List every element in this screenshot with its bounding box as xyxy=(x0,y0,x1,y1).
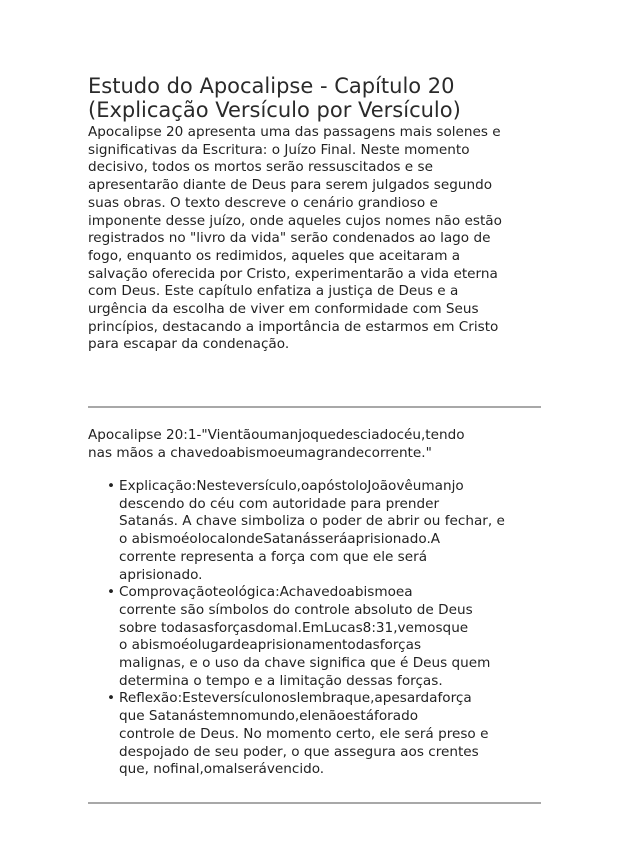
intro-line: registrados no "livro da vida" serão condenados ao lago de xyxy=(88,230,491,247)
bullet-marker: • xyxy=(107,478,116,494)
list-item-line: malignas, e o uso da chave significa que é Deus quem xyxy=(119,655,491,672)
page-title xyxy=(88,74,558,122)
list-item-line: corrente são símbolos do controle absoluto de Deus xyxy=(119,601,473,618)
intro-line: suas obras. O texto descreve o cenário grandioso e xyxy=(88,194,438,211)
list-item-text xyxy=(119,584,552,690)
bullet-marker: • xyxy=(107,690,116,707)
title-line: (Explicação Versículo por Versículo) xyxy=(88,98,461,122)
list-item-comprovacao xyxy=(107,584,552,690)
bullet-marker: • xyxy=(107,584,116,601)
verse-heading xyxy=(88,427,548,462)
intro-line: para escapar da condenação. xyxy=(88,336,290,353)
commentary-list xyxy=(107,478,552,779)
intro-paragraph xyxy=(88,124,548,354)
intro-line: com Deus. Este capítulo enfatiza a justiça de Deus e a xyxy=(88,283,459,300)
list-item-line: Comprovaçãoteológica:Achavedoabismoea xyxy=(119,584,413,601)
list-item-line: Reflexão:Esteversículonoslembraque,apesardaforça xyxy=(119,690,472,707)
verse-line: Apocalipse 20:1-"Vientãoumanjoquedesciadocéu,tendo xyxy=(88,427,465,443)
intro-line: fogo, enquanto os redimidos, aqueles que aceitaram a xyxy=(88,247,461,264)
intro-line: imponente desse juízo, onde aqueles cujos nomes não estão xyxy=(88,212,502,229)
intro-line: apresentarão diante de Deus para serem julgados segundo xyxy=(88,177,493,194)
list-item-reflexao xyxy=(107,690,552,779)
section-divider xyxy=(88,802,541,804)
list-item-line: aprisionado. xyxy=(119,566,203,583)
list-item-line: que, nofinal,omalserávencido. xyxy=(119,761,325,778)
intro-line: decisivo, todos os mortos serão ressuscitados e se xyxy=(88,159,433,176)
list-item-text xyxy=(119,478,552,584)
section-divider xyxy=(88,406,541,408)
intro-line: significativas da Escritura: o Juízo Final. Neste momento xyxy=(88,141,470,158)
list-item-line: o abismoéolugardeaprisionamentodasforças xyxy=(119,637,422,654)
list-item-line: o abismoéolocalondeSatanásseráaprisionado.A xyxy=(119,531,441,548)
list-item-line: descendo do céu com autoridade para prender xyxy=(119,495,440,512)
intro-line: Apocalipse 20 apresenta uma das passagens mais solenes e xyxy=(88,124,501,140)
list-item-line: sobre todasasforçasdomal.EmLucas8:31,vemosque xyxy=(119,619,469,636)
list-item-line: que Satanástemnomundo,elenãoestáforado xyxy=(119,708,419,725)
intro-line: princípios, destacando a importância de estarmos em Cristo xyxy=(88,318,499,335)
title-line: Estudo do Apocalipse - Capítulo 20 xyxy=(88,74,455,98)
list-item-line: controle de Deus. No momento certo, ele será preso e xyxy=(119,725,489,742)
list-item-line: corrente representa a força com que ele será xyxy=(119,548,428,565)
list-item-text xyxy=(119,690,552,779)
verse-line: nas mãos a chavedoabismoeumagrandecorrente." xyxy=(88,444,432,461)
list-item-line: Satanás. A chave simboliza o poder de abrir ou fechar, e xyxy=(119,513,505,530)
list-item-line: determina o tempo e a limitação dessas forças. xyxy=(119,672,443,689)
list-item-line: Explicação:Nesteversículo,oapóstoloJoãovêumanjo xyxy=(119,478,464,494)
intro-line: salvação oferecida por Cristo, experimentarão a vida eterna xyxy=(88,265,498,282)
intro-line: urgência da escolha de viver em conformidade com Seus xyxy=(88,301,479,318)
list-item-explicacao xyxy=(107,478,552,584)
list-item-line: despojado de seu poder, o que assegura aos crentes xyxy=(119,743,479,760)
